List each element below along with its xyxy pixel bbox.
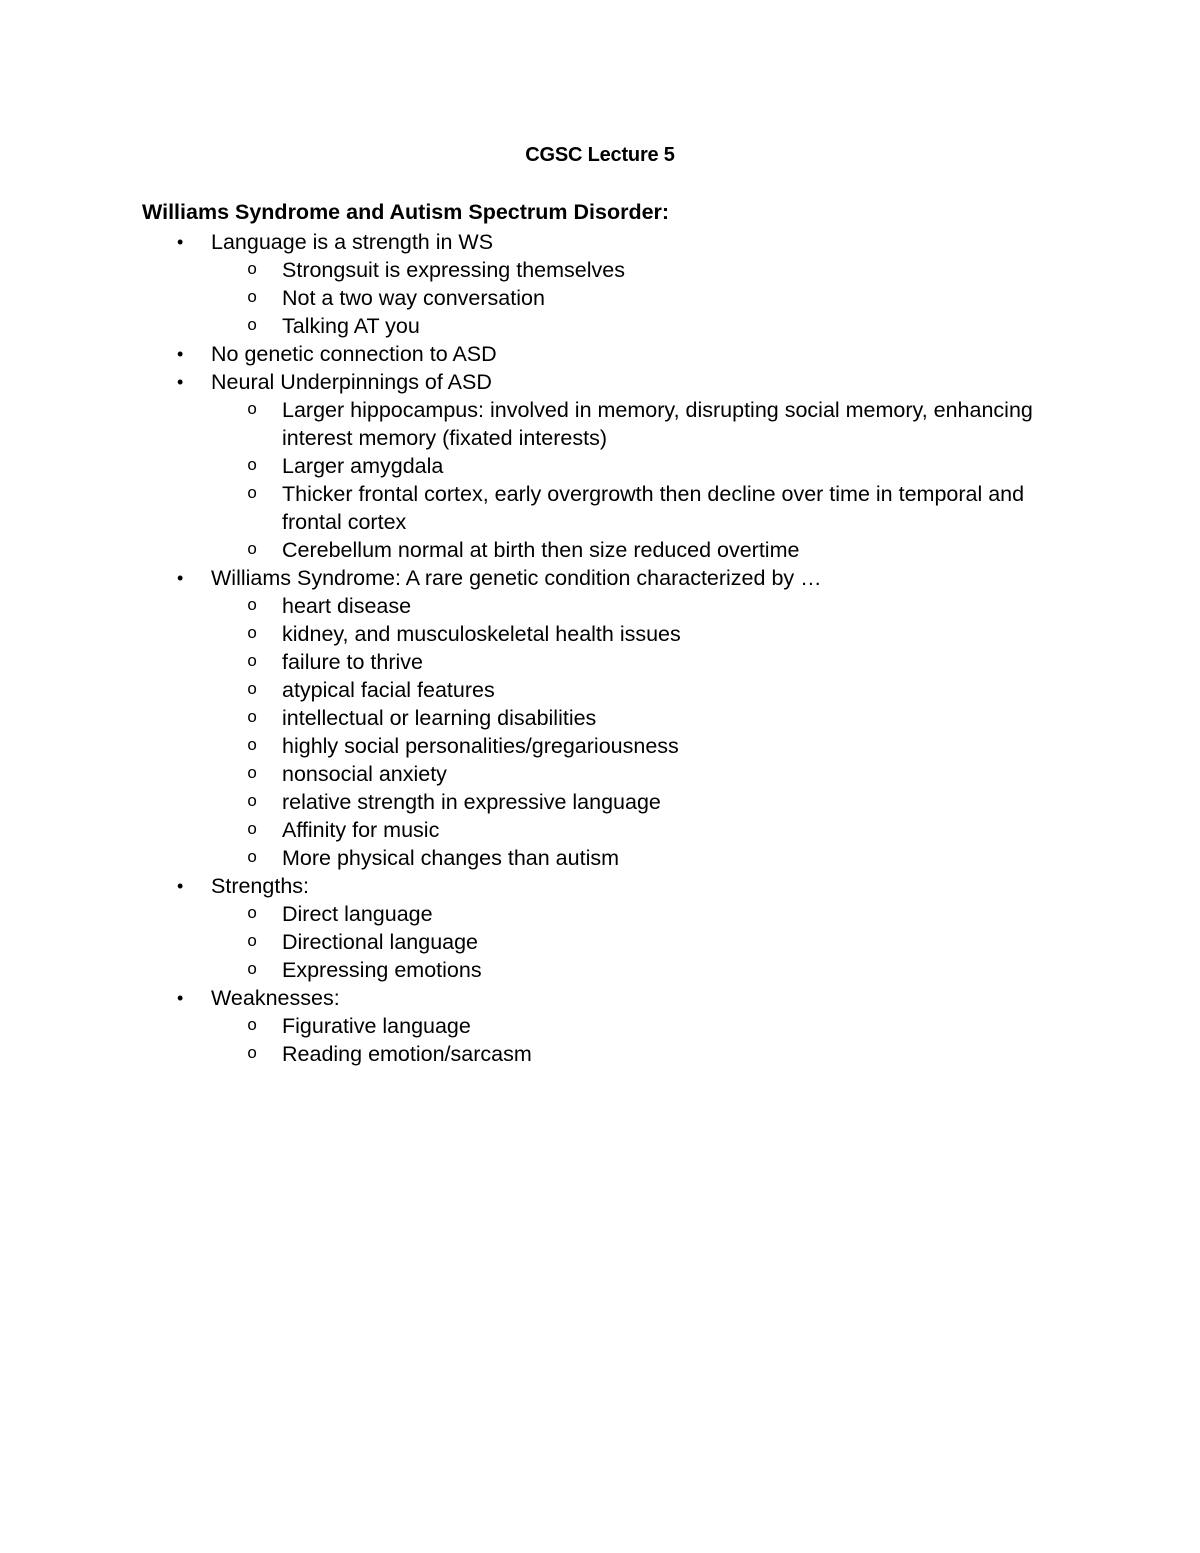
sub-list-item-text: Cerebellum normal at birth then size reduced overtime [282, 538, 800, 562]
document-body [142, 197, 1072, 1068]
bullet-icon: • [177, 568, 184, 588]
list-item-text: Strengths: [211, 874, 309, 898]
sub-list-item [211, 592, 1072, 620]
circle-bullet-icon: o [247, 485, 258, 504]
circle-bullet-icon: o [247, 261, 258, 280]
list-item [142, 340, 1072, 368]
sub-bullet-list [211, 592, 1072, 872]
sub-list-item [211, 452, 1072, 480]
sub-list-item-text: heart disease [282, 594, 412, 618]
circle-bullet-icon: o [247, 1045, 258, 1064]
list-item-text: Weaknesses: [211, 986, 340, 1010]
sub-list-item [211, 396, 1072, 452]
circle-bullet-icon: o [247, 961, 258, 980]
list-item [142, 228, 1072, 340]
circle-bullet-icon: o [247, 933, 258, 952]
sub-list-item-text: atypical facial features [282, 678, 495, 702]
sub-list-item [211, 928, 1072, 956]
sub-list-item [211, 900, 1072, 928]
sub-list-item [211, 956, 1072, 984]
bullet-icon: • [177, 988, 184, 1008]
sub-list-item [211, 256, 1072, 284]
circle-bullet-icon: o [247, 653, 258, 672]
sub-list-item-text: Reading emotion/sarcasm [282, 1042, 532, 1066]
circle-bullet-icon: o [247, 905, 258, 924]
bullet-icon: • [177, 372, 184, 392]
list-item-text: Language is a strength in WS [211, 230, 494, 254]
sub-list-item-text: intellectual or learning disabilities [282, 706, 597, 730]
circle-bullet-icon: o [247, 737, 258, 756]
list-item [142, 564, 1072, 872]
circle-bullet-icon: o [247, 401, 258, 420]
sub-list-item [211, 536, 1072, 564]
sub-list-item [211, 676, 1072, 704]
circle-bullet-icon: o [247, 289, 258, 308]
circle-bullet-icon: o [247, 1017, 258, 1036]
circle-bullet-icon: o [247, 681, 258, 700]
circle-bullet-icon: o [247, 821, 258, 840]
sub-list-item [211, 620, 1072, 648]
list-item [142, 368, 1072, 564]
document-title: CGSC Lecture 5 [525, 144, 675, 166]
list-item-text: Williams Syndrome: A rare genetic condition characterized by … [211, 566, 822, 590]
sub-list-item-text: Not a two way conversation [282, 286, 545, 310]
sub-list-item-text: Thicker frontal cortex, early overgrowth then decline over time in temporal and frontal cortex [282, 482, 1025, 534]
sub-list-item [211, 816, 1072, 844]
sub-list-item [211, 732, 1072, 760]
bullet-list [142, 228, 1072, 1068]
bullet-icon: • [177, 344, 184, 364]
sub-list-item [211, 704, 1072, 732]
circle-bullet-icon: o [247, 625, 258, 644]
sub-list-item [211, 760, 1072, 788]
sub-list-item [211, 1040, 1072, 1068]
sub-list-item-text: Strongsuit is expressing themselves [282, 258, 625, 282]
sub-list-item [211, 312, 1072, 340]
sub-list-item-text: relative strength in expressive language [282, 790, 661, 814]
list-item-text: Neural Underpinnings of ASD [211, 370, 492, 394]
sub-list-item-text: Larger hippocampus: involved in memory, disrupting social memory, enhancing interest memory (fixated interests) [282, 398, 1033, 450]
circle-bullet-icon: o [247, 541, 258, 560]
sub-list-item [211, 844, 1072, 872]
sub-list-item-text: Direct language [282, 902, 433, 926]
circle-bullet-icon: o [247, 317, 258, 336]
bullet-icon: • [177, 876, 184, 896]
circle-bullet-icon: o [247, 709, 258, 728]
sub-list-item [211, 480, 1072, 536]
circle-bullet-icon: o [247, 793, 258, 812]
sub-list-item-text: Expressing emotions [282, 958, 482, 982]
section-heading: Williams Syndrome and Autism Spectrum Disorder: [142, 200, 670, 224]
sub-bullet-list [211, 900, 1072, 984]
sub-bullet-list [211, 1012, 1072, 1068]
circle-bullet-icon: o [247, 765, 258, 784]
bullet-icon: • [177, 232, 184, 252]
list-item-text: No genetic connection to ASD [211, 342, 497, 366]
sub-list-item-text: highly social personalities/gregariousness [282, 734, 679, 758]
sub-list-item-text: failure to thrive [282, 650, 424, 674]
sub-list-item-text: Directional language [282, 930, 479, 954]
sub-list-item-text: Figurative language [282, 1014, 471, 1038]
circle-bullet-icon: o [247, 457, 258, 476]
sub-bullet-list [211, 256, 1072, 340]
list-item [142, 872, 1072, 984]
sub-list-item [211, 788, 1072, 816]
list-item [142, 984, 1072, 1068]
sub-list-item-text: Larger amygdala [282, 454, 444, 478]
sub-bullet-list [211, 396, 1072, 564]
circle-bullet-icon: o [247, 849, 258, 868]
sub-list-item [211, 648, 1072, 676]
sub-list-item [211, 284, 1072, 312]
circle-bullet-icon: o [247, 597, 258, 616]
sub-list-item-text: More physical changes than autism [282, 846, 620, 870]
sub-list-item-text: Talking AT you [282, 314, 420, 338]
sub-list-item [211, 1012, 1072, 1040]
sub-list-item-text: Affinity for music [282, 818, 440, 842]
sub-list-item-text: kidney, and musculoskeletal health issues [282, 622, 681, 646]
sub-list-item-text: nonsocial anxiety [282, 762, 447, 786]
